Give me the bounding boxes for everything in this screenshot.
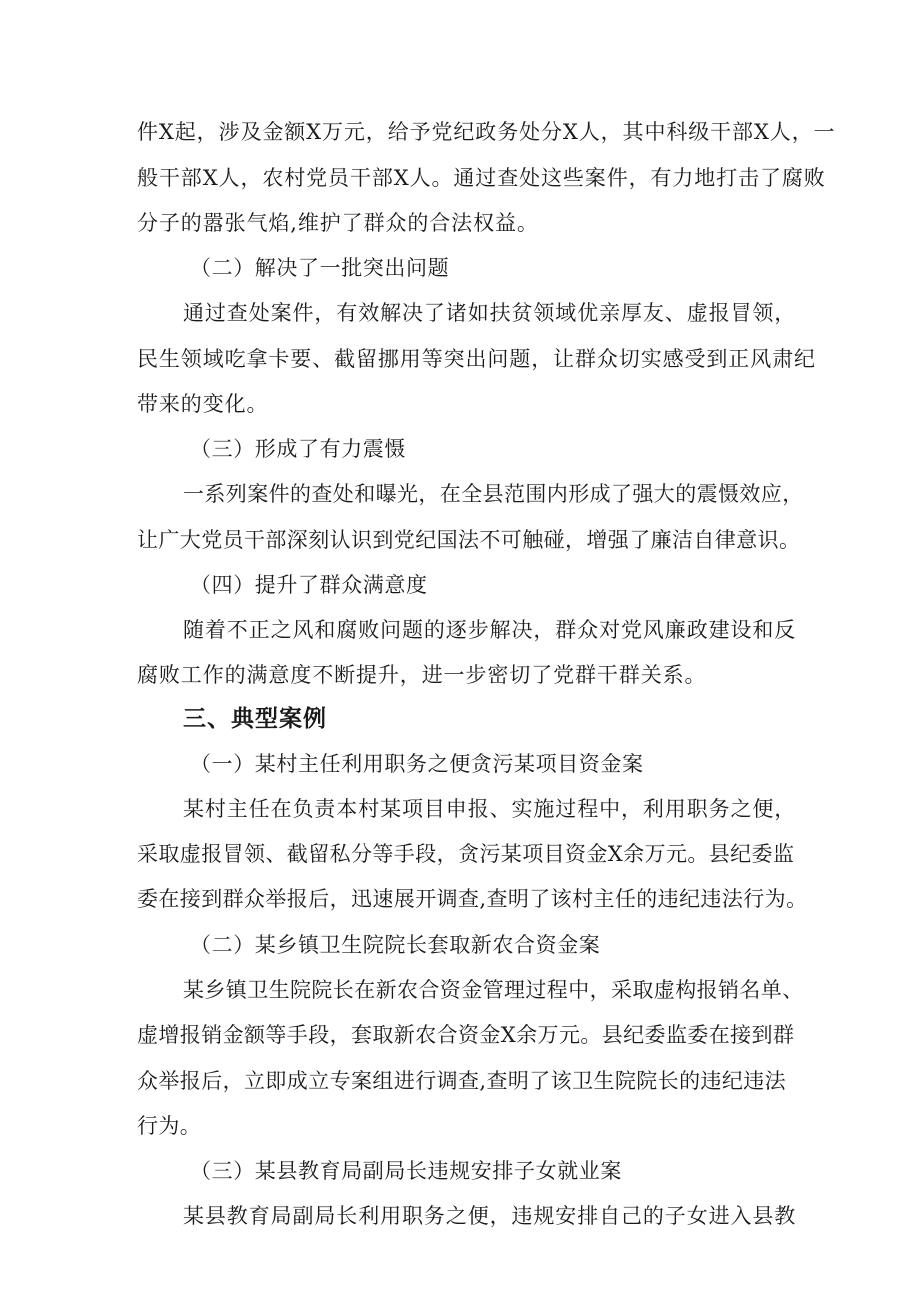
paragraph-line: 行为。 bbox=[137, 1114, 202, 1138]
paragraph-line: 众举报后，立即成立专案组进行调查,查明了该卫生院院长的违纪违法 bbox=[137, 1069, 787, 1093]
paragraph-line: 某村主任在负责本村某项目申报、实施过程中，利用职务之便， bbox=[183, 797, 797, 821]
paragraph-line: 一系列案件的查处和曝光，在全县范围内形成了强大的震慑效应， bbox=[183, 482, 804, 506]
paragraph-line: 带来的变化。 bbox=[137, 392, 269, 416]
paragraph-line: 件X起，涉及金额X万元，给予党纪政务处分X人，其中科级干部X人，一 bbox=[137, 120, 836, 144]
case-title: （一）某村主任利用职务之便贪污某项目资金案 bbox=[190, 752, 644, 776]
subsection-title: （四）提升了群众满意度 bbox=[190, 573, 428, 597]
paragraph-line: 委在接到群众举报后，迅速展开调查,查明了该村主任的违纪违法行为。 bbox=[137, 887, 808, 911]
paragraph-line: 腐败工作的满意度不断提升，进一步密切了党群干群关系。 bbox=[137, 663, 707, 687]
paragraph-line: 让广大党员干部深刻认识到党纪国法不可触碰，增强了廉洁自律意识。 bbox=[137, 528, 801, 552]
subsection-title: （三）形成了有力震慑 bbox=[190, 437, 406, 461]
case-title: （三）某县教育局副局长违规安排子女就业案 bbox=[190, 1159, 622, 1183]
paragraph-line: 虚增报销金额等手段，套取新农合资金X余万元。县纪委监委在接到群 bbox=[137, 1023, 795, 1047]
paragraph-line: 分子的嚣张气焰,维护了群众的合法权益。 bbox=[137, 211, 539, 235]
paragraph-line: 民生领域吃拿卡要、截留挪用等突出问题，让群众切实感受到正风肃纪 bbox=[137, 347, 816, 371]
paragraph-line: 通过查处案件，有效解决了诸如扶贫领域优亲厚友、虚报冒领， bbox=[183, 301, 797, 325]
section-heading: 三、典型案例 bbox=[183, 706, 327, 732]
paragraph-line: 某县教育局副局长利用职务之便，违规安排自己的子女进入县教 bbox=[183, 1204, 797, 1228]
case-title: （二）某乡镇卫生院院长套取新农合资金案 bbox=[190, 933, 601, 957]
subsection-title: （二）解决了一批突出问题 bbox=[190, 256, 450, 280]
paragraph-line: 随着不正之风和腐败问题的逐步解决，群众对党风廉政建设和反 bbox=[183, 618, 797, 642]
paragraph-line: 采取虚报冒领、截留私分等手段，贪污某项目资金X余万元。县纪委监 bbox=[137, 842, 795, 866]
paragraph-line: 般干部X人，农村党员干部X人。通过查处这些案件，有力地打击了腐败 bbox=[137, 166, 826, 190]
paragraph-line: 某乡镇卫生院院长在新农合资金管理过程中，采取虚构报销名单、 bbox=[183, 978, 804, 1002]
